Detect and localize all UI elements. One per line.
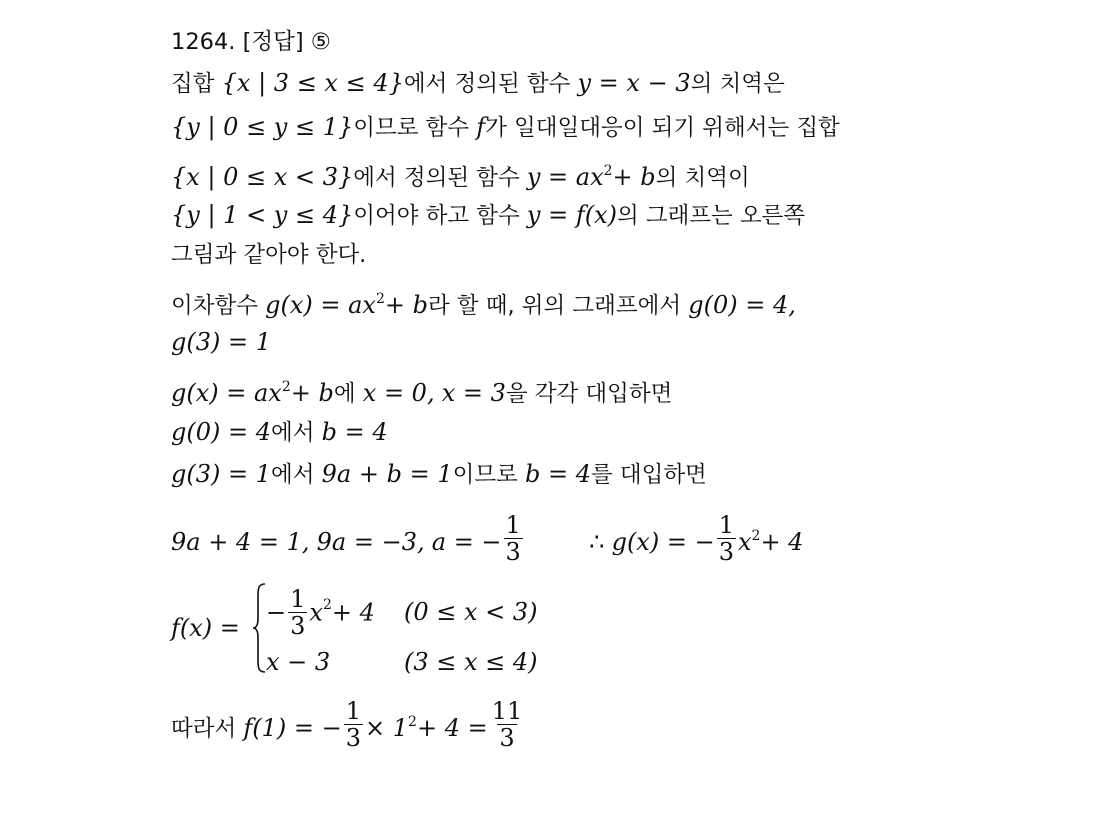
math: x = 3 xyxy=(441,379,506,407)
solution-line-final xyxy=(171,692,526,752)
math: + 4 xyxy=(331,598,375,627)
math: y = x − 3 xyxy=(577,69,691,97)
math: × 1 xyxy=(365,714,409,742)
math: + b xyxy=(384,291,428,319)
denominator: 3 xyxy=(505,538,521,566)
math: + 4 = xyxy=(416,714,488,742)
math: x = 0, xyxy=(362,379,435,407)
text: 을 각각 대입하면 xyxy=(505,381,673,407)
text: 그림과 같아야 한다. xyxy=(171,242,367,268)
math: f xyxy=(476,113,486,141)
denominator: 3 xyxy=(345,724,362,752)
math: 9a = −3, xyxy=(316,528,425,556)
fraction xyxy=(504,512,523,565)
math: {x | 0 ≤ x < 3} xyxy=(171,163,354,191)
math: + b xyxy=(612,163,656,191)
answer-value: ⑤ xyxy=(310,29,331,55)
math: g(3) = 1 xyxy=(171,460,271,488)
denominator: 3 xyxy=(290,612,306,640)
math: x xyxy=(737,528,752,556)
therefore-symbol: ∴ xyxy=(589,528,605,556)
numerator: 1 xyxy=(345,697,362,725)
piecewise-lhs xyxy=(171,613,240,644)
fraction xyxy=(344,698,363,751)
text: 이므로 함수 xyxy=(353,115,470,141)
solution-line-2 xyxy=(171,112,840,142)
solution-line-8 xyxy=(171,372,673,407)
math: g(3) = 1 xyxy=(171,328,271,356)
fraction xyxy=(288,586,307,639)
text: 에서 정의된 함수 xyxy=(353,165,520,191)
problem-number: 1264. xyxy=(171,29,236,55)
superscript: 2 xyxy=(408,714,417,730)
superscript: 2 xyxy=(603,163,613,179)
numerator: 1 xyxy=(290,585,306,613)
math: 9a + b = 1 xyxy=(321,460,453,488)
solution-line-7 xyxy=(171,327,271,357)
math: b = 4 xyxy=(524,460,591,488)
solution-line-4 xyxy=(171,200,805,230)
math: g(x) = ax xyxy=(265,291,376,319)
math: x xyxy=(309,598,323,627)
math: g(x) = ax xyxy=(171,379,282,407)
math: + b xyxy=(290,379,334,407)
solution-line-6 xyxy=(171,284,796,319)
denominator: 3 xyxy=(499,724,515,752)
text: 집합 xyxy=(171,71,215,97)
numerator: 1 xyxy=(718,511,734,539)
piecewise-case-2 xyxy=(266,647,330,678)
text: 라 할 때, 위의 그래프에서 xyxy=(427,293,682,319)
solution-line-11 xyxy=(171,506,803,566)
math: f(x) = xyxy=(171,614,240,642)
math: 9a + 4 = 1, xyxy=(171,528,310,556)
math: y = f(x) xyxy=(526,201,617,229)
numerator: 11 xyxy=(491,697,523,725)
solution-line-9 xyxy=(171,417,388,447)
curly-brace-icon xyxy=(252,583,266,673)
text: 에서 정의된 함수 xyxy=(403,71,571,97)
text: 에 xyxy=(333,381,356,407)
text: 에서 xyxy=(271,420,315,446)
math: {y | 0 ≤ y ≤ 1} xyxy=(171,113,354,141)
superscript: 2 xyxy=(751,528,761,544)
superscript: 2 xyxy=(322,597,332,613)
math: f(1) = − xyxy=(243,714,342,742)
math: g(0) = 4 xyxy=(171,418,271,446)
math: b = 4 xyxy=(321,418,388,446)
text: 이차함수 xyxy=(171,293,258,319)
text: 이므로 xyxy=(452,462,518,488)
math: g(0) = 4, xyxy=(688,291,796,319)
text: 의 그래프는 오른쪽 xyxy=(616,203,806,229)
piecewise-condition-2 xyxy=(404,647,538,678)
denominator: 3 xyxy=(718,538,734,566)
math: {y | 1 < y ≤ 4} xyxy=(171,201,354,229)
math: + 4 xyxy=(760,528,804,556)
math: y = ax xyxy=(526,163,604,191)
math: g(x) = − xyxy=(611,528,715,556)
superscript: 2 xyxy=(281,379,291,395)
superscript: 2 xyxy=(375,291,385,307)
text: 이어야 하고 함수 xyxy=(353,203,520,229)
fraction xyxy=(490,698,525,751)
piecewise-condition-1 xyxy=(404,597,538,628)
solution-line-1 xyxy=(171,68,785,98)
text: 가 일대일대응이 되기 위해서는 집합 xyxy=(485,115,840,141)
math: − xyxy=(266,598,287,627)
math: (3 ≤ x ≤ 4) xyxy=(404,648,538,676)
text: 따라서 xyxy=(171,716,237,742)
math: x − 3 xyxy=(266,648,331,676)
numerator: 1 xyxy=(505,511,521,539)
piecewise-case-1 xyxy=(266,586,375,642)
solution-line-5 xyxy=(171,240,366,270)
solution-line-3 xyxy=(171,156,750,191)
math: a = − xyxy=(431,528,502,556)
answer-label: [정답] xyxy=(242,29,304,55)
problem-header xyxy=(171,27,331,57)
text: 에서 xyxy=(271,462,315,488)
math: (0 ≤ x < 3) xyxy=(404,598,538,626)
text: 를 대입하면 xyxy=(590,462,707,488)
fraction xyxy=(717,512,736,565)
solution-line-10 xyxy=(171,459,707,489)
text: 의 치역이 xyxy=(655,165,750,191)
text: 의 치역은 xyxy=(690,71,785,97)
math: {x | 3 ≤ x ≤ 4} xyxy=(221,69,404,97)
